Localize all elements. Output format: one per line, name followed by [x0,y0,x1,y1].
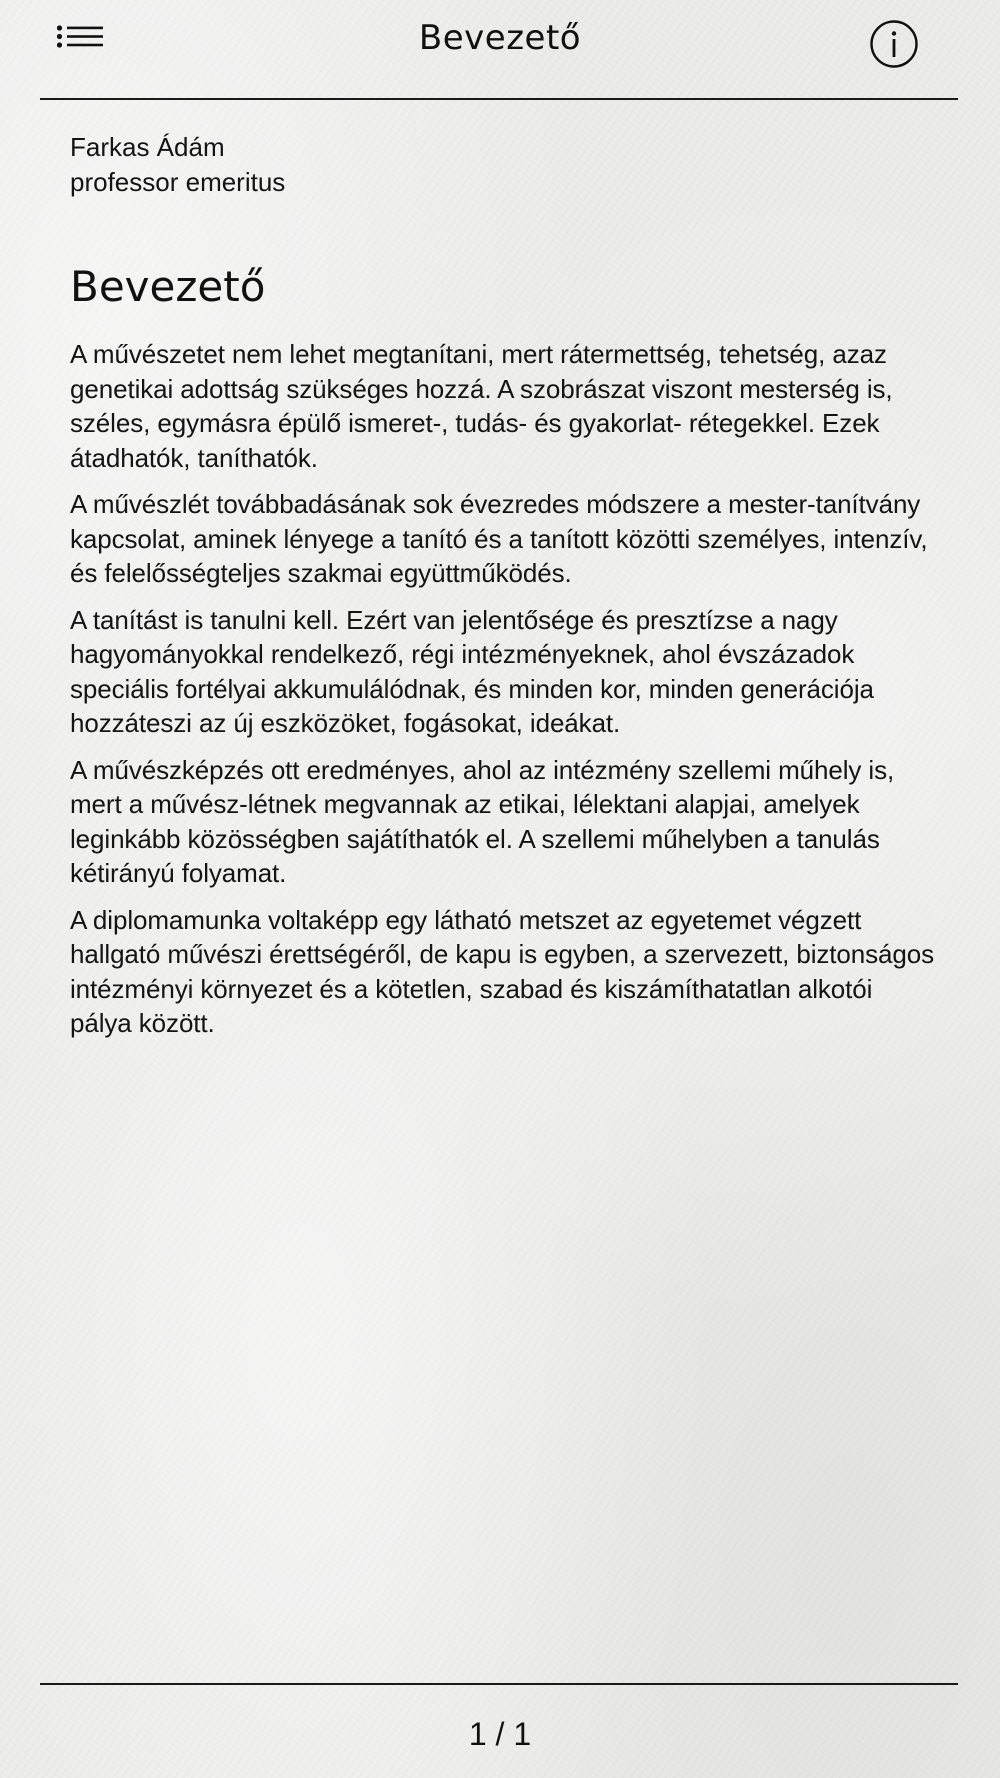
paragraph: A tanítást is tanulni kell. Ezért van jelentősége és presztízse a nagy hagyományokkal rendelkező, régi intézményeknek, ahol évszázadok speciális fortélyai akkumulálódnak, és minden kor, minden generációja hozzáteszi az új eszközöket, fogásokat, ideákat. [70,604,874,738]
info-button[interactable] [870,20,918,68]
menu-button[interactable] [56,24,110,64]
paragraph: A művészképzés ott eredményes, ahol az intézmény szellemi műhely is, mert a művész-létnek megvannak az etikai, lélektani alapjai, amelyek leginkább közösségben sajátíthatók el. A szellemi műhelyben a tanulás kétirányú folyamat. [70,754,895,888]
paragraph: A művészetet nem lehet megtanítani, mert rátermettség, tehetség, azaz genetikai adottság szükséges hozzá. A szobrászat viszont mesterség is, széles, egymásra épülő ismeret-, tudás- és gyakorlat- rétegekkel. Ezek átadhatók, taníthatók. [70,339,893,473]
footer-divider [40,1683,958,1685]
author-name: Farkas Ádám [70,132,225,162]
page-indicator: 1 / 1 [468,1716,532,1752]
paragraph: A művészlét továbbadásának sok évezredes módszere a mester-tanítvány kapcsolat, aminek lényege a tanító és a tanított közötti személyes, intenzív, és felelősségteljes szakmai együttműködés. [70,489,928,588]
page-title: Bevezető [418,18,582,58]
article-content [70,130,940,1053]
list-menu-icon [56,24,104,58]
paragraph: A diplomamunka voltaképp egy látható metszet az egyetemet végzett hallgató művészi érettségéről, de kapu is egyben, a szervezett, biztonságos intézményi környezet és a kötetlen, szabad és kiszámíthatatlan alkotói pálya között. [70,904,934,1038]
header-divider [40,98,958,100]
author-title: professor emeritus [70,167,286,197]
section-heading: Bevezető [70,262,266,311]
top-bar [0,0,1000,100]
info-circle-icon [870,20,918,68]
